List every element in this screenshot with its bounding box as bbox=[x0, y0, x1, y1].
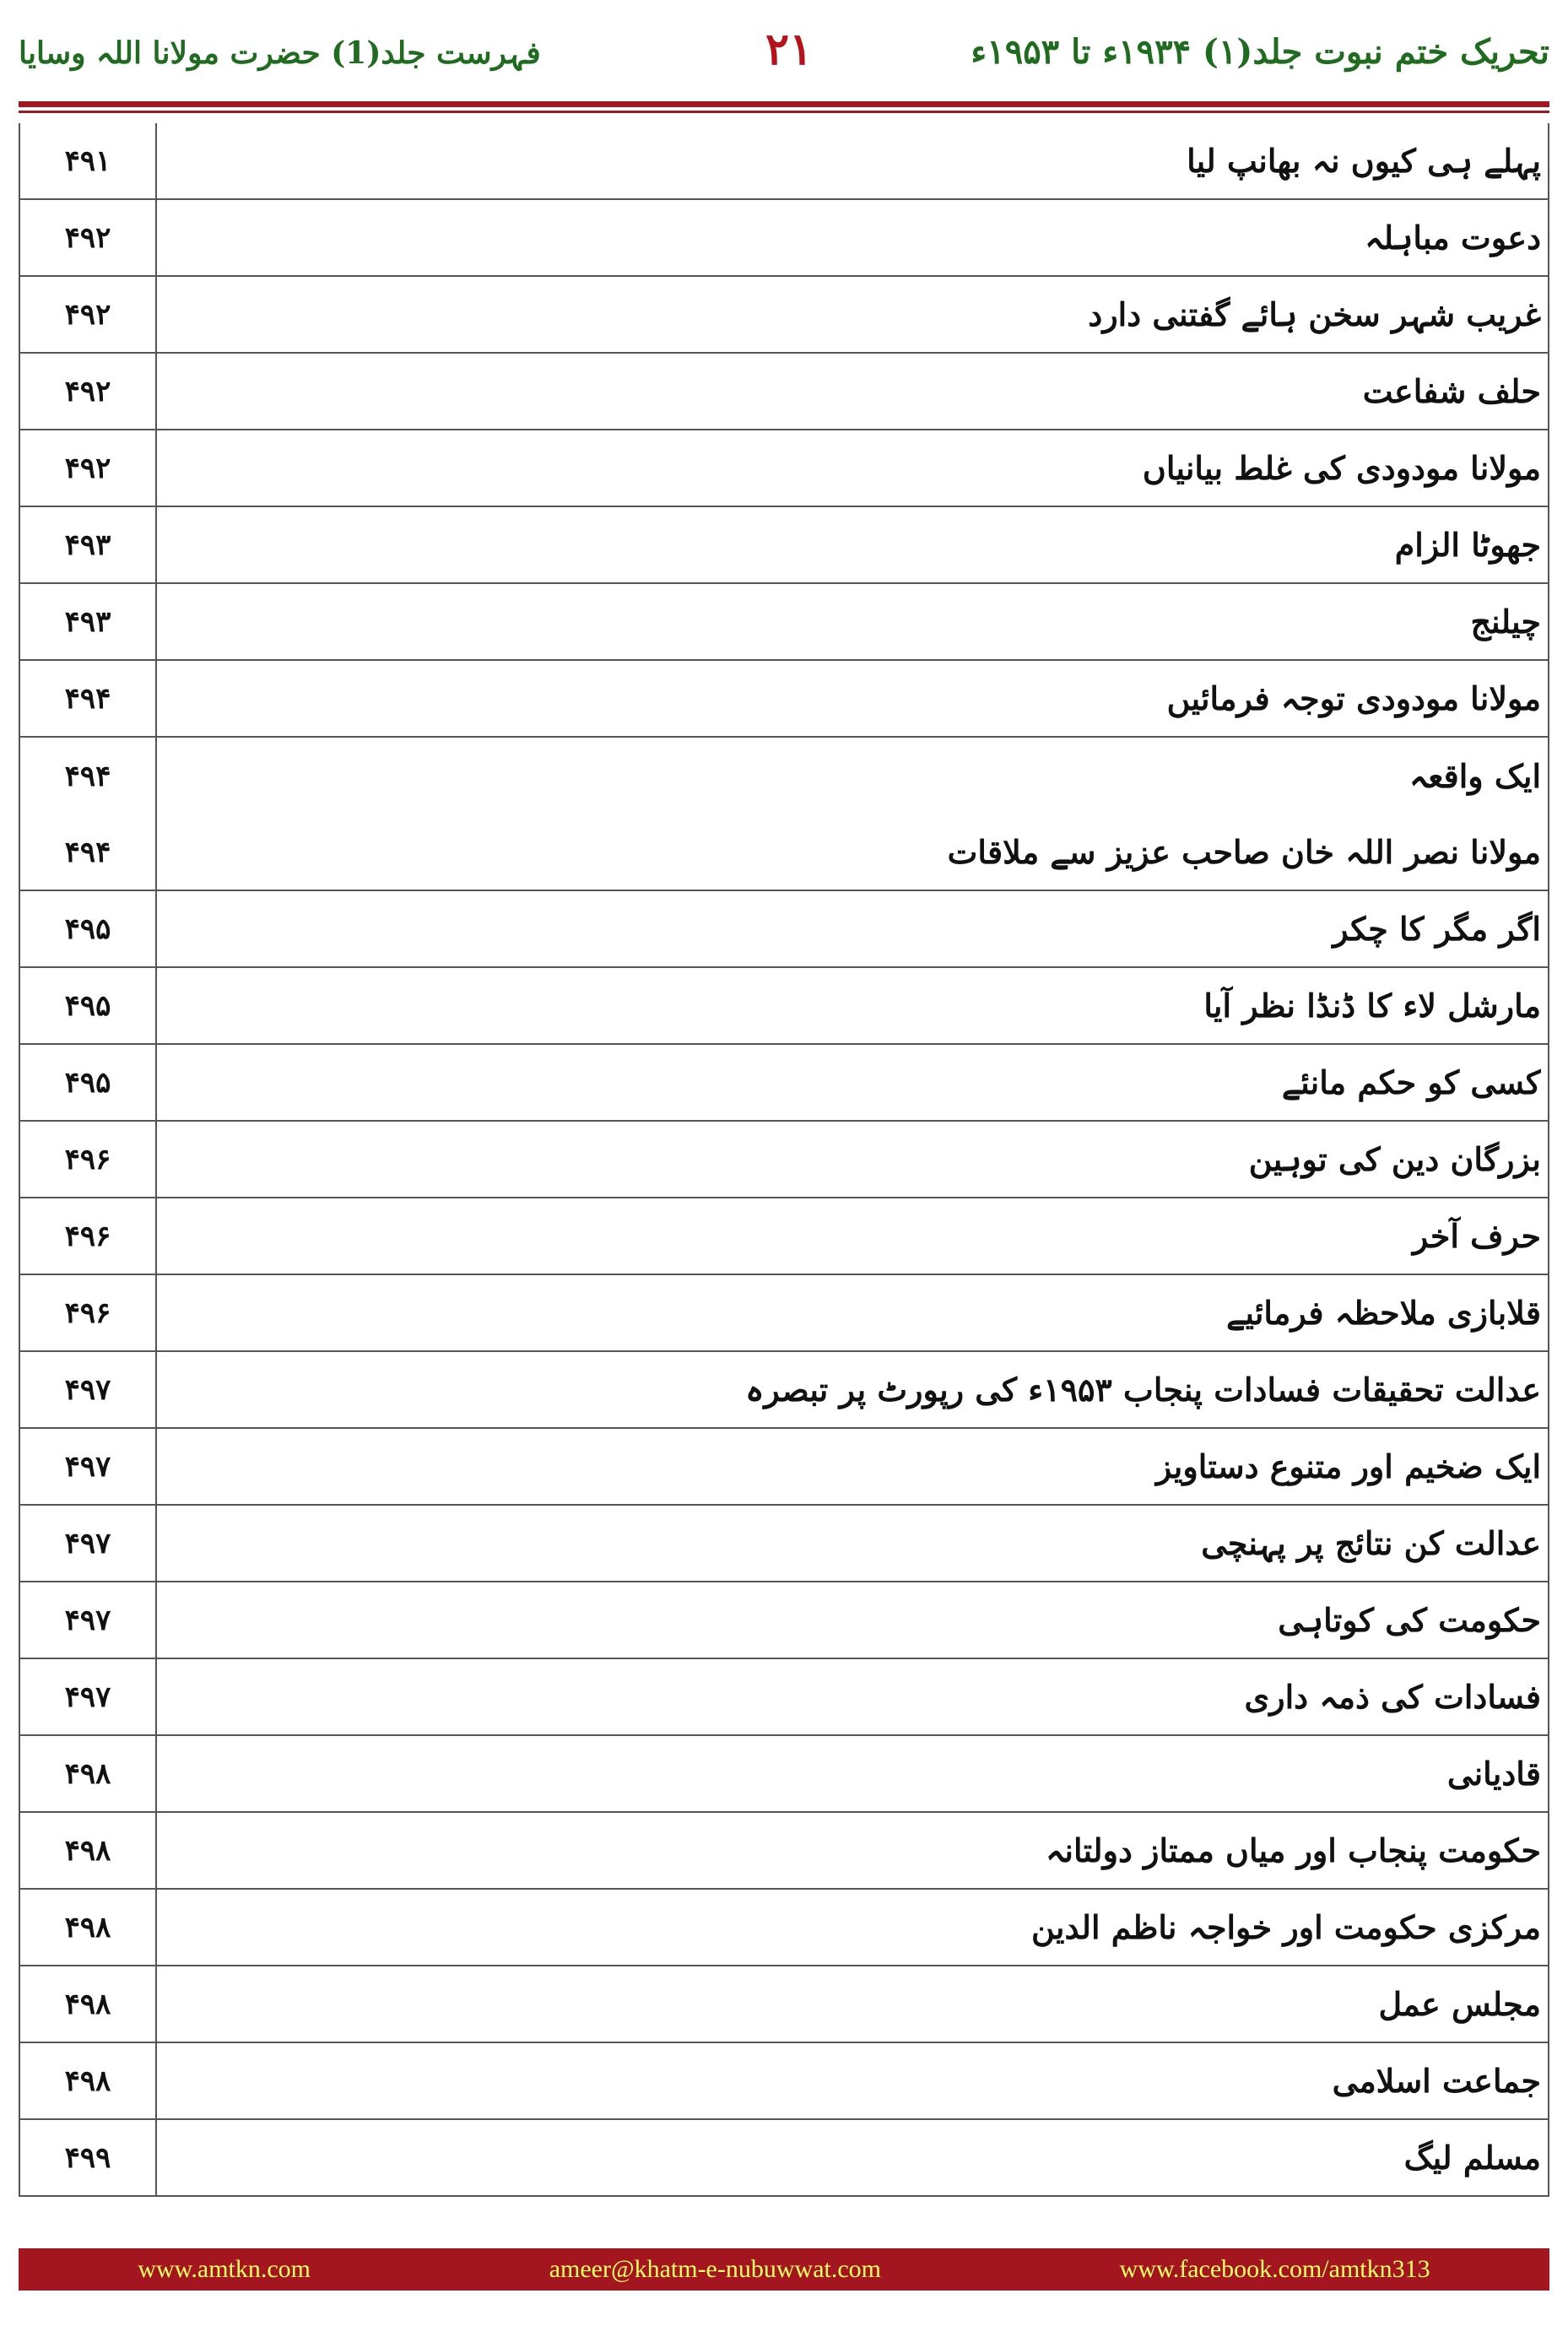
toc-row bbox=[19, 1659, 1549, 1736]
toc-row bbox=[19, 1506, 1549, 1582]
toc-row bbox=[19, 277, 1549, 354]
toc-page-number: ۴۹۸ bbox=[20, 1813, 157, 1888]
toc-page-number: ۴۹۶ bbox=[20, 1275, 157, 1350]
toc-row bbox=[19, 200, 1549, 277]
toc-page-number: ۴۹۵ bbox=[20, 968, 157, 1043]
toc-entry-title: ایک ضخیم اور متنوع دستاویز bbox=[1155, 1447, 1541, 1485]
toc-page-number: ۴۹۸ bbox=[20, 1736, 157, 1811]
toc-page-number: ۴۹۳ bbox=[20, 584, 157, 659]
toc-page-number: ۴۹۲ bbox=[20, 354, 157, 429]
toc-entry-title: قادیانی bbox=[1446, 1755, 1541, 1793]
email-link[interactable]: ameer@khatm-e-nubuwwat.com bbox=[549, 2255, 881, 2283]
toc-entry-title: مجلس عمل bbox=[1378, 1985, 1541, 2023]
toc-entry-title: حکومت پنجاب اور میاں ممتاز دولتانہ bbox=[1046, 1831, 1541, 1869]
toc-page-number: ۴۹۶ bbox=[20, 1122, 157, 1197]
toc-entry-title: دعوت مباہلہ bbox=[1365, 219, 1541, 257]
toc-entry-title: غریب شہر سخن ہائے گفتنی دارد bbox=[1088, 295, 1541, 333]
toc-row bbox=[19, 354, 1549, 430]
toc-row bbox=[19, 661, 1549, 738]
toc-page-number: ۴۹۵ bbox=[20, 1045, 157, 1120]
toc-row bbox=[19, 2120, 1549, 2197]
toc-entry-title: اگر مگر کا چکر bbox=[1333, 910, 1541, 948]
toc-entry-title: مارشل لاء کا ڈنڈا نظر آیا bbox=[1203, 987, 1541, 1025]
toc-entry-title: کسی کو حکم مانئے bbox=[1281, 1063, 1541, 1101]
toc-page-number: ۴۹۸ bbox=[20, 2043, 157, 2118]
toc-row bbox=[19, 1198, 1549, 1275]
toc-row bbox=[19, 1890, 1549, 1966]
toc-row bbox=[19, 1582, 1549, 1659]
toc-page-number: ۴۹۵ bbox=[20, 891, 157, 966]
toc-entry-title: حرف آخر bbox=[1412, 1217, 1541, 1255]
toc-entry-title: عدالت کن نتائج پر پہنچی bbox=[1201, 1524, 1541, 1562]
toc-page-number: ۴۹۸ bbox=[20, 1890, 157, 1965]
toc-row bbox=[19, 1429, 1549, 1506]
page-number: ۲۱ bbox=[765, 24, 813, 75]
book-title: تحریک ختم نبوت جلد(۱) ۱۹۳۴ء تا ۱۹۵۳ء bbox=[971, 32, 1549, 72]
toc-entry-title: مرکزی حکومت اور خواجہ ناظم الدین bbox=[1030, 1908, 1541, 1946]
toc-page-number: ۴۹۳ bbox=[20, 507, 157, 582]
toc-entry-title: مولانا مودودی کی غلط بیانیاں bbox=[1142, 449, 1541, 487]
page-footer bbox=[19, 2248, 1549, 2291]
toc-entry-title: فسادات کی ذمہ داری bbox=[1244, 1678, 1541, 1716]
toc-page-number: ۴۹۷ bbox=[20, 1659, 157, 1734]
toc-row bbox=[19, 1275, 1549, 1352]
website-link[interactable]: www.amtkn.com bbox=[138, 2255, 311, 2283]
toc-row bbox=[19, 507, 1549, 584]
toc-page-number: ۴۹۹ bbox=[20, 2120, 157, 2195]
toc-page-number: ۴۹۴ bbox=[20, 661, 157, 736]
toc-row bbox=[19, 584, 1549, 661]
toc-entry-title: ایک واقعہ bbox=[1408, 757, 1541, 795]
toc-page-number: ۴۹۲ bbox=[20, 200, 157, 275]
toc-entry-title: مولانا مودودی توجہ فرمائیں bbox=[1166, 679, 1541, 717]
toc-row bbox=[19, 1736, 1549, 1813]
toc-row bbox=[19, 2043, 1549, 2120]
toc-page-number: ۴۹۴ bbox=[20, 814, 157, 890]
toc-page-number: ۴۹۸ bbox=[20, 1966, 157, 2042]
toc-row bbox=[19, 1045, 1549, 1122]
toc-row bbox=[19, 430, 1549, 507]
toc-page-number: ۴۹۱ bbox=[20, 123, 157, 198]
toc-entry-title: حلف شفاعت bbox=[1362, 372, 1541, 410]
toc-row bbox=[19, 891, 1549, 968]
toc-entry-title: بزرگان دین کی توہین bbox=[1248, 1140, 1541, 1178]
toc-entry-title: چیلنج bbox=[1470, 603, 1541, 641]
page-header bbox=[0, 0, 1568, 100]
toc-entry-title: قلابازی ملاحظہ فرمائیے bbox=[1226, 1294, 1541, 1332]
toc-row bbox=[19, 814, 1549, 891]
toc-row bbox=[19, 1966, 1549, 2043]
toc-entry-title: جھوٹا الزام bbox=[1394, 526, 1541, 564]
toc-page-number: ۴۹۴ bbox=[20, 738, 157, 814]
toc-entry-title: عدالت تحقیقات فسادات پنجاب ۱۹۵۳ء کی رپورٹ پر تبصرہ bbox=[745, 1371, 1541, 1409]
toc-row bbox=[19, 1122, 1549, 1198]
toc-entry-title: مسلم لیگ bbox=[1403, 2139, 1541, 2177]
toc-page-number: ۴۹۷ bbox=[20, 1352, 157, 1427]
toc-row bbox=[19, 123, 1549, 200]
toc-page-number: ۴۹۲ bbox=[20, 430, 157, 506]
toc-page-number: ۴۹۷ bbox=[20, 1506, 157, 1581]
toc-row bbox=[19, 968, 1549, 1045]
toc-entry-title: حکومت کی کوتاہی bbox=[1278, 1601, 1541, 1639]
table-of-contents bbox=[19, 123, 1549, 2197]
header-rule-thin bbox=[19, 111, 1549, 113]
toc-entry-title: جماعت اسلامی bbox=[1332, 2062, 1541, 2100]
header-rule-thick bbox=[19, 101, 1549, 107]
section-title: فہرست جلد(1) حضرت مولانا اللہ وسایا bbox=[19, 35, 541, 71]
toc-page-number: ۴۹۶ bbox=[20, 1198, 157, 1274]
toc-entry-title: مولانا نصر اللہ خان صاحب عزیز سے ملاقات bbox=[947, 833, 1541, 871]
toc-row bbox=[19, 1352, 1549, 1429]
toc-row bbox=[19, 738, 1549, 814]
toc-page-number: ۴۹۲ bbox=[20, 277, 157, 352]
toc-page-number: ۴۹۷ bbox=[20, 1429, 157, 1504]
facebook-link[interactable]: www.facebook.com/amtkn313 bbox=[1119, 2255, 1430, 2283]
toc-page-number: ۴۹۷ bbox=[20, 1582, 157, 1658]
toc-row bbox=[19, 1813, 1549, 1890]
toc-entry-title: پہلے ہی کیوں نہ بھانپ لیا bbox=[1187, 142, 1541, 180]
